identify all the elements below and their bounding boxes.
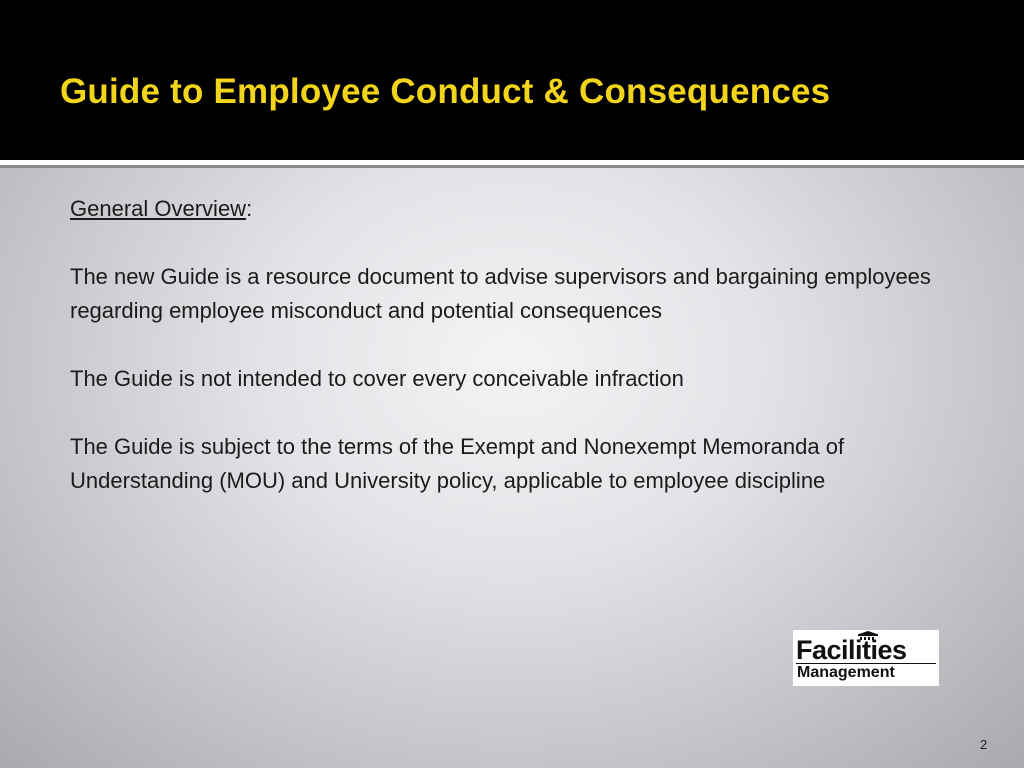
paragraph-gap (70, 226, 970, 260)
paragraph-2: The Guide is not intended to cover every conceivable infraction (70, 366, 684, 391)
page-number: 2 (980, 737, 988, 752)
paragraph-gap (70, 328, 970, 362)
overview-heading (70, 192, 970, 226)
title-bar (0, 0, 1024, 160)
paragraph-3: The Guide is subject to the terms of the Exempt and Nonexempt Memoranda of Understanding (MOU) and University policy, applicable to employee discipline (70, 434, 845, 493)
paragraph-gap (70, 396, 970, 430)
slide-body (70, 192, 970, 498)
facilities-management-logo (793, 630, 939, 686)
slide-title: Guide to Employee Conduct & Consequences (60, 72, 831, 111)
header-divider-shadow (0, 165, 1024, 168)
overview-label: General Overview (70, 196, 247, 221)
logo-text-management: Management (797, 664, 895, 681)
logo-text-facilities: Facilities (796, 635, 907, 665)
overview-colon: : (246, 196, 253, 221)
paragraph-1: The new Guide is a resource document to advise supervisors and bargaining employees regarding employee misconduct and potential consequences (70, 264, 931, 323)
